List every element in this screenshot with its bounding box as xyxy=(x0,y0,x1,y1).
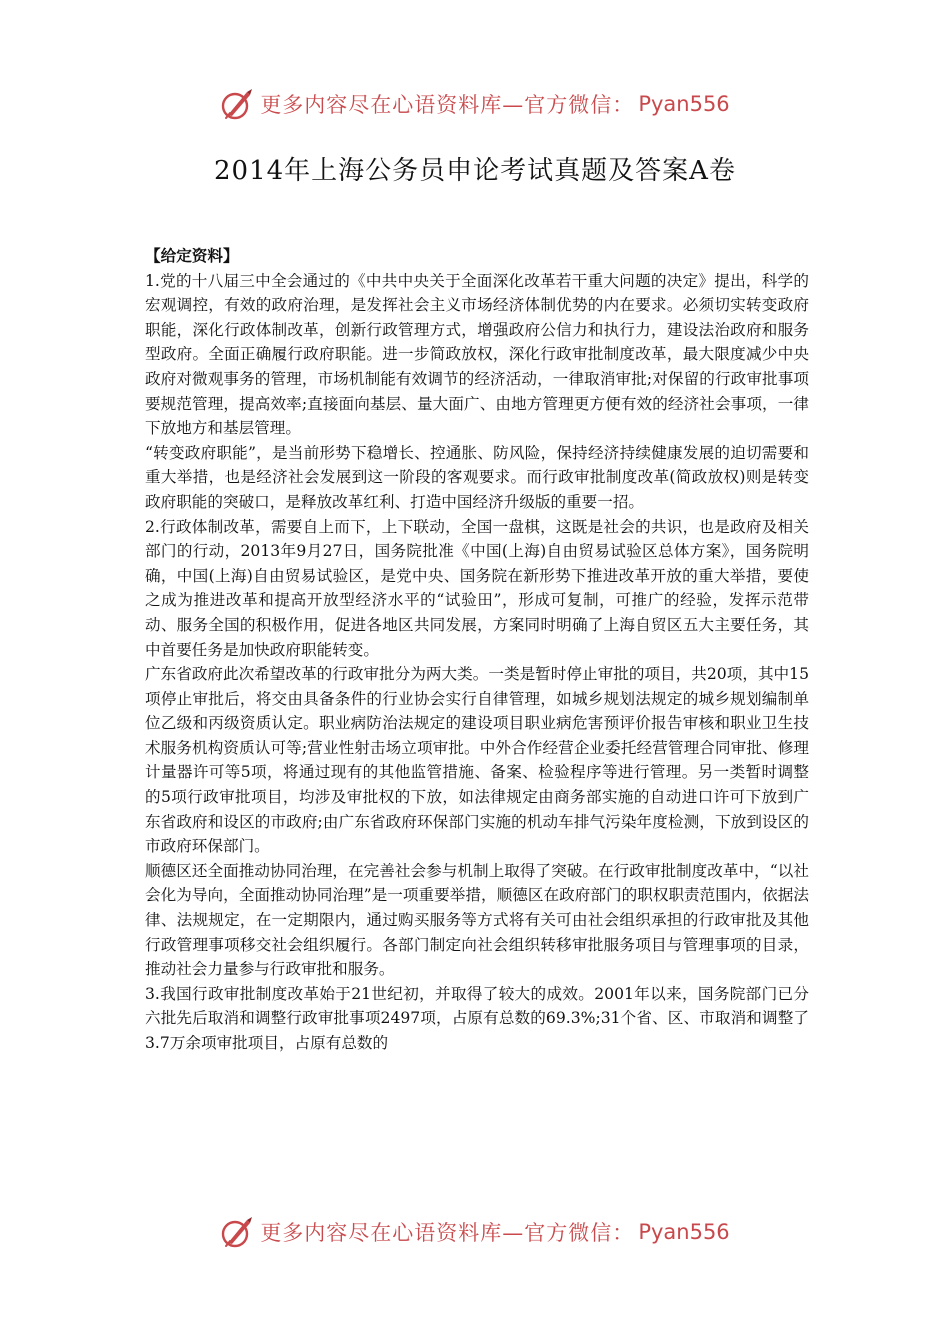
document-title: 2014年上海公务员申论考试真题及答案A卷 xyxy=(214,156,736,186)
paragraph-1: 1.党的十八届三中全会通过的《中共中央关于全面深化改革若干重大问题的决定》提出，科学的宏观调控，有效的政府治理，是发挥社会主义市场经济体制优势的内在要求。必须切实转变政府职能，深化行政体制改革，创新行政管理方式，增强政府公信力和执行力，建设法治政府和服务型政府。全面正确履行政府职能。进一步简政放权，深化行政审批制度改革，最大限度减少中央政府对微观事务的管理，市场机制能有效调节的经济活动，一律取消审批;对保留的行政审批事项要规范管理，提高效率;直接面向基层、量大面广、由地方管理更方便有效的经济社会事项，一律下放地方和基层管理。 xyxy=(145,271,809,438)
paragraph-2: “转变政府职能”，是当前形势下稳增长、控通胀、防风险，保持经济持续健康发展的迫切需要和重大举措，也是经济社会发展到这一阶段的客观要求。而行政审批制度改革(简政放权)则是转变政府职能的突破口，是释放改革红利、打造中国经济升级版的重要一招。 xyxy=(145,443,809,511)
paragraph-6: 3.我国行政审批制度改革始于21世纪初，并取得了较大的成效。2001年以来，国务院部门已分六批先后取消和调整行政审批事项2497项，占原有总数的69.3%;31个省、区、市取消和调整了3.7万余项审批项目，占原有总数的 xyxy=(145,984,809,1052)
document-body xyxy=(145,244,809,1056)
header-wechat-id: Pyan556 xyxy=(638,92,730,116)
footer-wechat-id: Pyan556 xyxy=(638,1220,730,1244)
header-banner xyxy=(0,84,950,124)
paragraph-5: 顺德区还全面推动协同治理，在完善社会参与机制上取得了突破。在行政审批制度改革中，“以社会化为导向，全面推动协同治理”是一项重要举措，顺德区在政府部门的职权职责范围内，依据法律、法规规定，在一定期限内，通过购买服务等方式将有关可由社会组织承担的行政审批及其他行政管理事项移交社会组织履行。各部门制定向社会组织转移审批服务项目与管理事项的目录，推动社会力量参与行政审批和服务。 xyxy=(145,861,809,979)
quill-pen-logo-icon xyxy=(220,1215,254,1249)
quill-pen-logo-icon xyxy=(220,87,254,121)
section-heading: 【给定资料】 xyxy=(145,246,239,265)
footer-banner xyxy=(0,1212,950,1252)
footer-banner-text: 更多内容尽在心语资料库—官方微信： xyxy=(260,1221,635,1245)
paragraph-3: 2.行政体制改革，需要自上而下，上下联动，全国一盘棋，这既是社会的共识，也是政府及相关部门的行动，2013年9月27日，国务院批准《中国(上海)自由贸易试验区总体方案》，国务院明确，中国(上海)自由贸易试验区，是党中央、国务院在新形势下推进改革开放的重大举措，要使之成为推进改革和提高开放型经济水平的“试验田”，形成可复制，可推广的经验，发挥示范带动、服务全国的积极作用，促进各地区共同发展，方案同时明确了上海自贸区五大主要任务，其中首要任务是加快政府职能转变。 xyxy=(145,517,809,659)
paragraph-4: 广东省政府此次希望改革的行政审批分为两大类。一类是暂时停止审批的项目，共20项，其中15项停止审批后，将交由具备条件的行业协会实行自律管理，如城乡规划法规定的城乡规划编制单位乙级和丙级资质认定。职业病防治法规定的建设项目职业病危害预评价报告审核和职业卫生技术服务机构资质认可等;营业性射击场立项审批。中外合作经营企业委托经营管理合同审批、修理计量器许可等5项，将通过现有的其他监管措施、备案、检验程序等进行管理。另一类暂时调整的5项行政审批项目，均涉及审批权的下放，如法律规定由商务部实施的自动进口许可下放到广东省政府和设区的市政府;由广东省政府环保部门实施的机动车排气污染年度检测，下放到设区的市政府环保部门。 xyxy=(145,665,809,856)
header-banner-text: 更多内容尽在心语资料库—官方微信： xyxy=(260,93,635,117)
